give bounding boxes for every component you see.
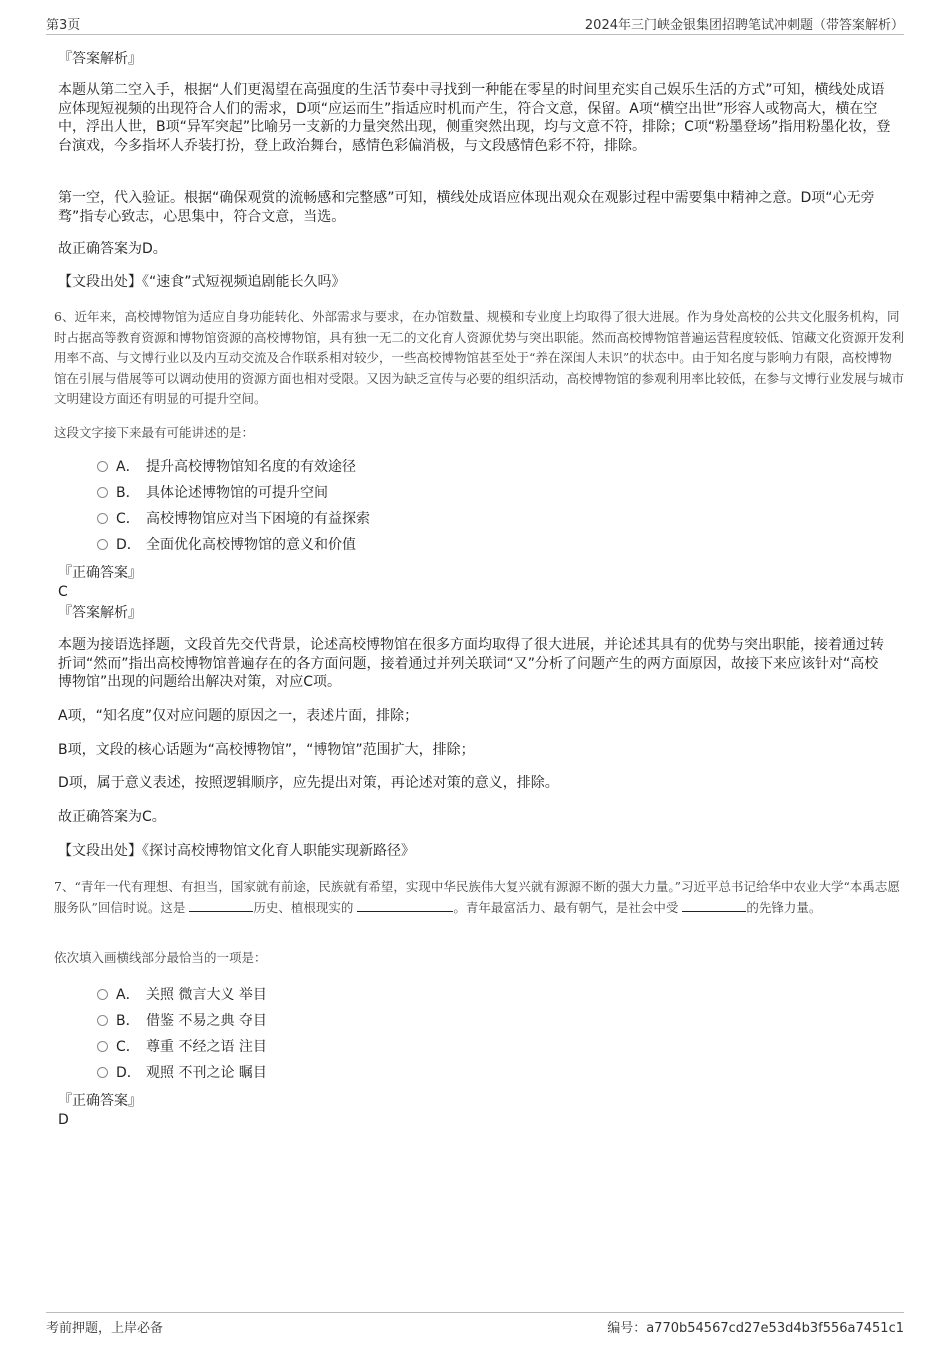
option-b[interactable] [97,1012,267,1030]
option-a[interactable] [97,458,356,476]
analysis-label: 『答案解析』 [58,51,142,67]
option-letter: A． [116,459,140,475]
radio-icon[interactable] [97,487,108,498]
radio-icon[interactable] [97,461,108,472]
fill-blank-2 [357,899,453,912]
option-d[interactable] [97,1064,267,1082]
question-stem: 6、近年来，高校博物馆为适应自身功能转化、外部需求与要求，在办馆数量、规模和专业度上均取得了很大进展。作为身处高校的公共文化服务机构，同时占据高等教育资源和博物馆资源的高校博物馆，具有独一无二的文化育人资源优势与突出职能。然而高校博物馆普遍运营程度较低、馆藏文化资源开发利用率不高、与文博行业以及内互动交流及合作联系相对较少，一些高校博物馆甚至处于“养在深闺人未识”的状态中。由于知名度与影响力有限，高校博物馆在引展与借展等可以调动使用的资源方面也相对受限。又因为缺乏宣传与必要的组织活动，高校博物馆的参观利用率比较低，在参与文博行业发展与城市文明建设方面还有明显的可提升空间。 [54,309,905,406]
option-text: 高校博物馆应对当下困境的有益探索 [146,511,370,527]
option-text: 观照 不刊之论 瞩目 [146,1065,267,1081]
page-header [46,14,904,35]
option-text: 具体论述博物馆的可提升空间 [146,485,328,501]
option-letter: D． [116,1065,141,1081]
page-footer [46,1312,904,1335]
option-d-note: D项，属于意义表述，按照逻辑顺序，应先提出对策，再论述对策的意义，排除。 [58,775,559,791]
option-c[interactable] [97,510,370,528]
footer-slogan: 考前押题，上岸必备 [46,1321,164,1336]
option-text: 关照 微言大义 举目 [146,987,267,1003]
option-a-note: A项，“知名度”仅对应问题的原因之一，表述片面，排除； [58,708,419,724]
option-d[interactable] [97,536,356,554]
option-text: 借鉴 不易之典 夺目 [146,1013,267,1029]
option-letter: D． [116,537,141,553]
option-text: 尊重 不经之语 注目 [146,1039,267,1055]
question-prompt: 这段文字接下来最有可能讲述的是： [54,425,255,440]
stem-text: 的先锋力量。 [746,899,822,915]
option-b-note: B项，文段的核心话题为“高校博物馆”，“博物馆”范围扩大，排除； [58,742,475,758]
question-prompt: 依次填入画横线部分最恰当的一项是： [54,950,267,965]
radio-icon[interactable] [97,1067,108,1078]
option-letter: C． [116,1039,140,1055]
radio-icon[interactable] [97,1015,108,1026]
radio-icon[interactable] [97,513,108,524]
answer-conclusion: 故正确答案为C。 [58,809,166,825]
option-text: 提升高校博物馆知名度的有效途径 [146,459,356,475]
radio-icon[interactable] [97,539,108,550]
option-letter: B． [116,1013,140,1029]
document-title: 2024年三门峡金银集团招聘笔试冲刺题（带答案解析） [584,18,904,33]
document-code: 编号：a770b54567cd27e53d4b3f556a7451c1 [607,1321,904,1336]
analysis-label: 『答案解析』 [58,605,142,621]
radio-icon[interactable] [97,1041,108,1052]
option-c[interactable] [97,1038,267,1056]
analysis-paragraph: 本题从第二空入手，根据“人们更渴望在高强度的生活节奏中寻找到一种能在零星的时间里充实自己娱乐生活的方式”可知，横线处成语应体现短视频的出现符合人们的需求，D项“应运而生”指适应时机而产生，符合文意，保留。A项“横空出世”形容人或物高大，横在空中，浮出人世，B项“异军突起”比喻另一支新的力量突然出现，侧重突然出现，均与文意不符，排除；C项“粉墨登场”指用粉墨化妆，登台演戏，今多指坏人乔装打扮，登上政治舞台，感情色彩偏消极，与文段感情色彩不符，排除。 [58,82,891,154]
analysis-paragraph: 本题为接语选择题，文段首先交代背景，论述高校博物馆在很多方面均取得了很大进展，并论述其具有的优势与突出职能，接着通过转折词“然而”指出高校博物馆普遍存在的各方面问题，接着通过并列关联词“又”分析了问题产生的两方面原因，故接下来应该针对“高校博物馆”出现的问题给出解决对策，对应C项。 [58,637,884,690]
correct-answer: C [58,584,68,600]
correct-answer: D [58,1112,69,1128]
question-stem [54,877,904,918]
correct-answer-label: 『正确答案』 [58,1093,142,1109]
source-citation: 【文段出处】《探讨高校博物馆文化育人职能实现新路径》 [58,843,415,859]
option-a[interactable] [97,986,267,1004]
source-citation: 【文段出处】《“速食”式短视频追剧能长久吗》 [58,274,346,290]
option-letter: A． [116,987,140,1003]
stem-text: 7、“青年一代有理想、有担当，国家就有前途，民族就有希望，实现中华民族伟大复兴就有源源不断的强大力量。”习近平总书记给华中农业大学“本禹志愿服务队”回信时说。这是 [54,879,900,915]
option-letter: C． [116,511,140,527]
fill-blank-1 [189,899,253,912]
correct-answer-label: 『正确答案』 [58,565,142,581]
stem-text: 历史、植根现实的 [253,899,354,915]
fill-blank-3 [682,899,746,912]
option-letter: B． [116,485,140,501]
analysis-paragraph: 第一空，代入验证。根据“确保观赏的流畅感和完整感”可知，横线处成语应体现出观众在观影过程中需要集中精神之意。D项“心无旁骛”指专心致志，心思集中，符合文意，当选。 [58,190,875,225]
answer-conclusion: 故正确答案为D。 [58,241,167,257]
stem-text: 。青年最富活力、最有朝气，是社会中受 [453,899,679,915]
radio-icon[interactable] [97,989,108,1000]
option-b[interactable] [97,484,328,502]
option-text: 全面优化高校博物馆的意义和价值 [146,537,356,553]
page-number: 第3页 [46,18,81,33]
